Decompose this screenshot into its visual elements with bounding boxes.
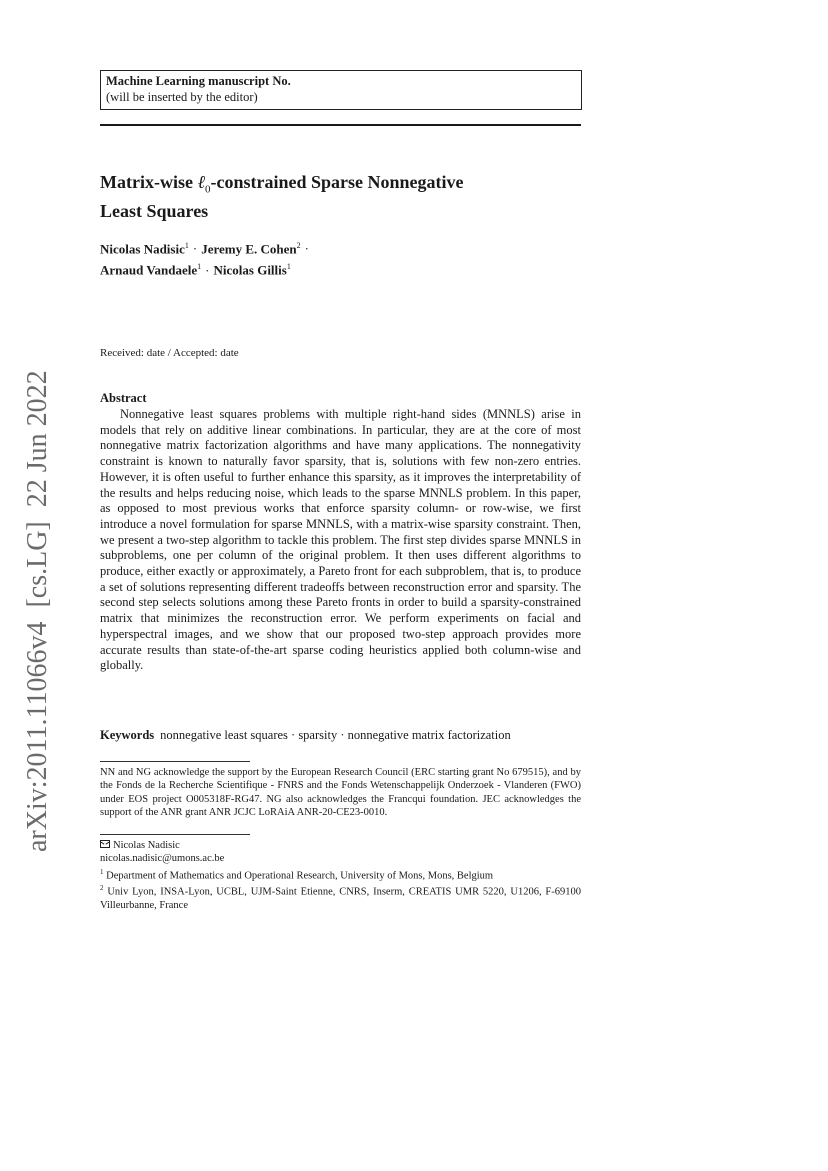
author-affiliation: 1 [286, 262, 291, 272]
author-name: Nicolas Nadisic [100, 241, 185, 257]
ell-symbol: ℓ [197, 172, 205, 192]
funding-footnote: NN and NG acknowledge the support by the European Research Council (ERC starting grant No 679515), and by the Fonds de la Recherche Scientifique - FNRS and the Fonds Wetenschappelijk Onderzoek - Vlanderen (FWO) under EOS project O005318F-RG47. NG also acknowledges the Francqui foundation. JEC acknowledges the support of the ANR grant ANR JCJC LoRAiA ANR-20-CE23-0010. [100, 767, 581, 818]
envelope-icon [100, 840, 110, 848]
paper-title [100, 172, 580, 222]
keywords-label: Keywords [100, 728, 155, 742]
contact-name: Nicolas Nadisic [113, 840, 180, 851]
affiliation-2: Univ Lyon, INSA-Lyon, UCBL, UJM-Saint Etienne, CNRS, Inserm, CREATIS UMR 5220, U1206, F-69100 Villeurbanne, France [100, 886, 582, 912]
affiliation-marker: 2 [100, 884, 104, 893]
author-separator: · [205, 262, 210, 278]
title-part-1: Matrix-wise [100, 172, 198, 192]
abstract-heading: Abstract [100, 391, 147, 405]
title-part-2: -constrained Sparse Nonnegative [210, 172, 464, 192]
author-name: Jeremy E. Cohen [201, 241, 297, 257]
arxiv-stamp-text: arXiv:2011.11066v4 [cs.LG] 22 Jun 2022 [22, 370, 53, 852]
author-separator: · [192, 241, 198, 257]
affiliation-marker: 1 [100, 867, 104, 876]
received-date: Received: date / Accepted: date [100, 347, 239, 359]
author-name: Nicolas Gillis [213, 262, 287, 278]
footnote-rule [100, 834, 250, 835]
author-affiliation: 1 [197, 262, 202, 272]
author-separator: · [304, 241, 310, 257]
editor-note: (will be inserted by the editor) [106, 90, 258, 104]
affiliation-1: Department of Mathematics and Operational Research, University of Mons, Mons, Belgium [106, 870, 494, 882]
title-line-2: Least Squares [100, 200, 209, 221]
author-affiliation: 2 [296, 241, 301, 250]
editor-box [100, 70, 582, 110]
contact-block [100, 839, 581, 912]
manuscript-line: Machine Learning manuscript No. [106, 74, 291, 88]
ell-subscript: 0 [204, 183, 211, 196]
contact-email: nicolas.nadisic@umons.ac.be [100, 853, 225, 865]
abstract-body: Nonnegative least squares problems with multiple right-hand sides (MNNLS) arise in models that rely on additive linear combinations. In particular, they are at the core of most nonnegative matrix factorization algorithms and have many applications. The nonnegativity constraint is known to naturally favor sparsity, that is, solutions with few non-zero entries. However, it is often useful to further enhance this sparsity, as it improves the interpretability of the results and helps reducing noise, which leads to the sparse MNNLS problem. In this paper, as opposed to most previous works that enforce sparsity column- or row-wise, we first introduce a novel formulation for sparse MNNLS, with a matrix-wise sparsity constraint. Then, we present a two-step algorithm to tackle this problem. The first step divides sparse MNNLS in subproblems, one per column of the original problem. It then uses different algorithms to produce, either exactly or approximately, a Pareto front for each subproblem, that is, to produce a set of solutions representing different tradeoffs between reconstruction error and sparsity. The second step selects solutions among these Pareto fronts in order to build a sparsity-constrained matrix that minimizes the reconstruction error. We perform experiments on facial and hyperspectral images, and we show that our proposed two-step approach provides more accurate results than state-of-the-art sparse coding heuristics applied both column-wise and globally. [100, 407, 581, 673]
arxiv-stamp [22, 370, 54, 852]
footnote-rule [100, 761, 250, 762]
keywords-text: nonnegative least squares · sparsity · nonnegative matrix factorization [160, 728, 511, 742]
keywords [100, 728, 581, 743]
author-affiliation: 1 [184, 241, 189, 250]
header-rule [100, 124, 581, 126]
author-name: Arnaud Vandaele [100, 262, 198, 278]
author-list [100, 237, 580, 280]
